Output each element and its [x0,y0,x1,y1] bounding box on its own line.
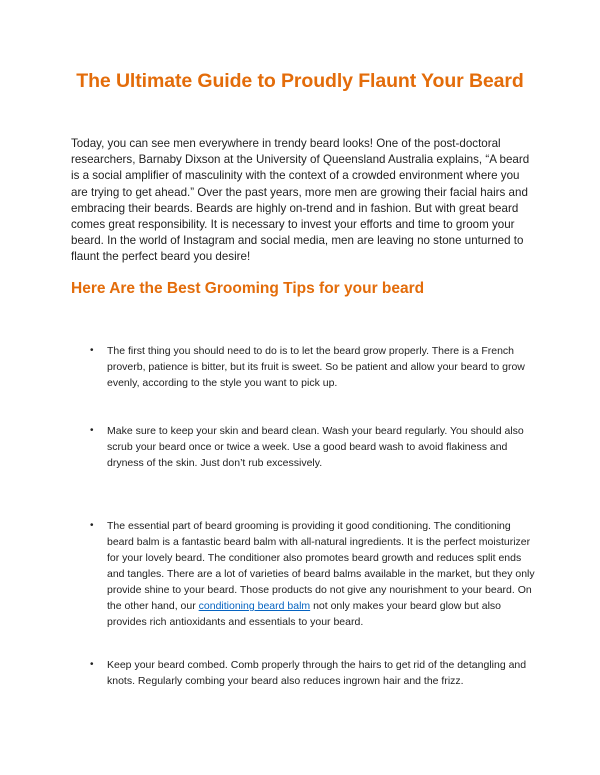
bullet-icon: • [90,520,94,531]
intro-paragraph: Today, you can see men everywhere in trendy beard looks! One of the post-doctoral researchers, Barnaby Dixson at the University of Queensland Australia explains, “A beard is a social amplifier of masculinity with the context of a crowded environment where you are trying to get ahead.” Over the past years, more men are growing their facial hairs and embracing their beards. Beards are highly on-trend and in fashion. But with great beard comes great responsibility. It is necessary to invest your efforts and time to groom your beard. In the world of Instagram and social media, men are leaving no stone unturned to flaunt the perfect beard you desire! [71,137,530,264]
tip-text: The first thing you should need to do is to let the beard grow properly. There is a French proverb, patience is bitter, but its fruit is sweet. So be patient and allow your beard to grow evenly, according to the style you want to pick up. [107,345,525,389]
conditioning-beard-balm-link[interactable]: conditioning beard balm [198,600,311,612]
tip-text: Keep your beard combed. Comb properly through the hairs to get rid of the detangling and knots. Regularly combing your beard also reduces ingrown hair and the frizz. [107,659,527,687]
bullet-icon: • [90,659,94,670]
tip-text-before: The essential part of beard grooming is providing it good conditioning. The conditioning beard balm is a fantastic beard balm with all-natural ingredients. It is the perfect moisturizer for your lovely beard. The conditioner also promotes beard growth and reduces split ends and tangles. There are a lot of varieties of beard balms available in the market, but they only provide shine to your beard. Those products do not give any nourishment to your beard. On the other hand, our [107,520,535,612]
bullet-icon: • [90,425,94,436]
list-item [90,423,535,471]
tip-text: Make sure to keep your skin and beard clean. Wash your beard regularly. You should also scrub your beard once or twice a week. Use a good beard wash to avoid flakiness and dryness of the skin. Just don’t rub excessively. [107,425,524,469]
bullet-icon: • [90,345,94,356]
section-heading: Here Are the Best Grooming Tips for your beard [71,280,425,297]
list-item [90,657,535,689]
tip-text-after: not only makes your beard glow but also provides rich antioxidants and essentials to your beard. [107,600,502,628]
tip-text [107,518,535,630]
list-item [90,343,535,391]
list-item [90,518,535,630]
page-title: The Ultimate Guide to Proudly Flaunt Your Beard [76,70,524,92]
